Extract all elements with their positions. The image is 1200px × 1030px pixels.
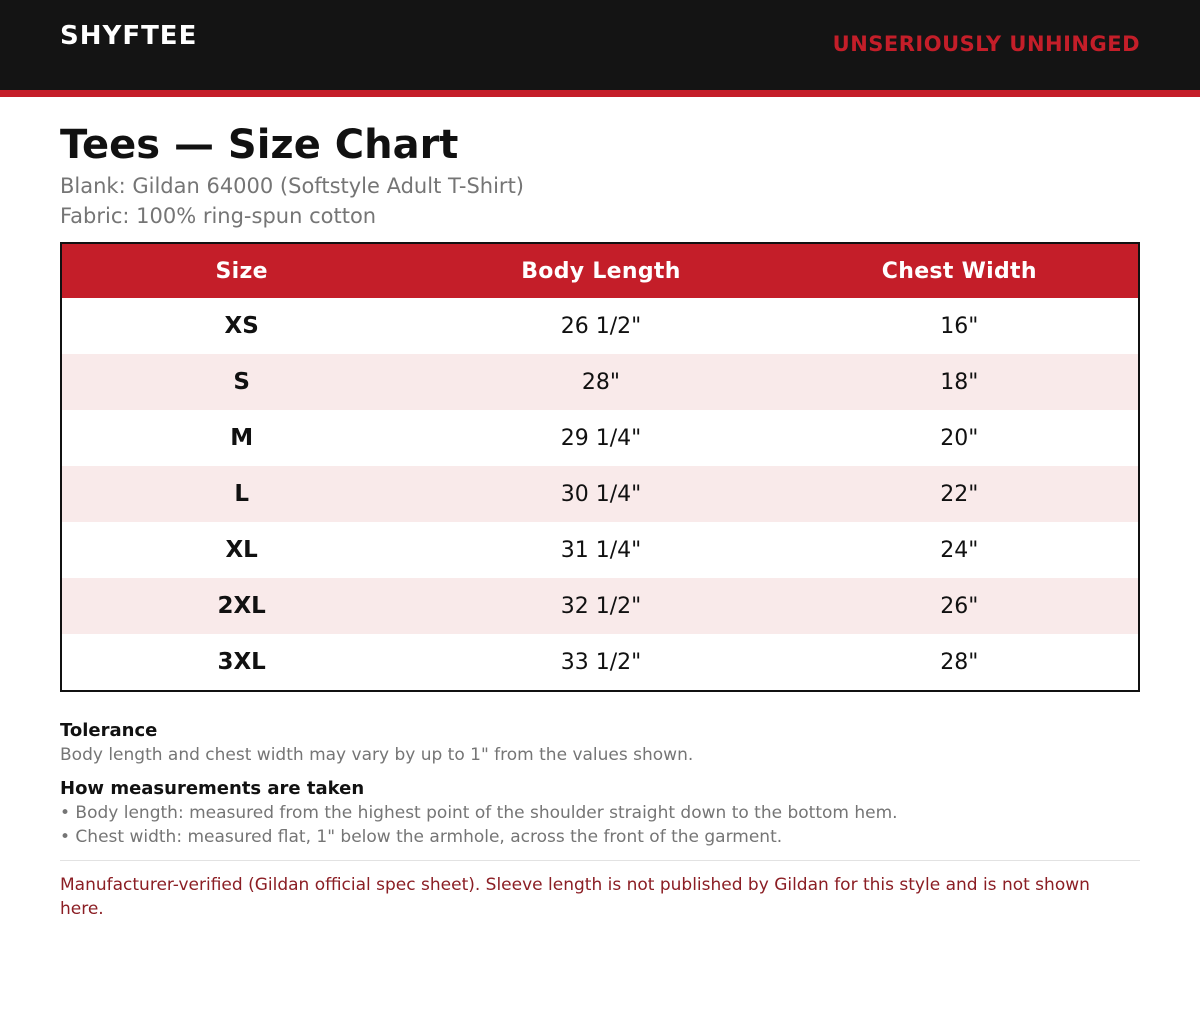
page-title: Tees — Size Chart [60, 122, 459, 168]
table-row [61, 578, 1139, 634]
tolerance-heading: Tolerance [60, 720, 158, 741]
body-length-cell: 30 1/4" [421, 466, 780, 522]
brand-logo[interactable]: SHYFTEE [60, 21, 198, 51]
column-header-size: Size [61, 243, 421, 298]
fabric-spec: Fabric: 100% ring-spun cotton [60, 204, 377, 228]
table-row [61, 410, 1139, 466]
chest-width-cell: 24" [940, 537, 979, 563]
body-length-cell: 26 1/2" [560, 313, 642, 339]
list-item: • Chest width: measured flat, 1" below the armhole, across the front of the garment. [60, 827, 783, 847]
measurement-method-section [60, 777, 1140, 849]
column-header-body-length: Body Length [421, 243, 780, 298]
size-chart-table [60, 242, 1140, 692]
table-row [61, 522, 1139, 578]
body-length-cell: 31 1/4" [560, 537, 642, 563]
chest-width-cell: 16" [940, 313, 979, 339]
size-cell: M [230, 425, 254, 451]
table-header-row [61, 243, 1139, 298]
body-length-cell: 33 1/2" [560, 649, 642, 675]
size-cell: XS [224, 313, 259, 339]
size-cell: XL [225, 537, 258, 563]
blank-spec: Blank: Gildan 64000 (Softstyle Adult T-Shirt) [60, 174, 524, 198]
list-item: • Body length: measured from the highest point of the shoulder straight down to the bottom hem. [60, 803, 898, 823]
size-cell: L [61, 466, 421, 522]
size-cell: 3XL [217, 649, 266, 675]
section-divider [60, 860, 1140, 861]
table-row [61, 354, 1139, 410]
manufacturer-footnote: Manufacturer-verified (Gildan official spec sheet). Sleeve length is not published by Gildan for this style and is not shown here. [60, 875, 1090, 919]
tolerance-section [60, 719, 1140, 767]
body-length-cell: 29 1/4" [560, 425, 642, 451]
table-row [61, 634, 1139, 691]
size-cell: 2XL [61, 578, 421, 634]
body-length-cell: 28" [421, 354, 780, 410]
table-row [61, 298, 1139, 354]
measurement-method-heading: How measurements are taken [60, 778, 365, 799]
chest-width-cell: 20" [940, 425, 979, 451]
column-header-chest-width: Chest Width [781, 243, 1139, 298]
body-length-cell: 32 1/2" [421, 578, 780, 634]
header-accent-stripe [0, 90, 1200, 97]
table-row [61, 466, 1139, 522]
tolerance-text: Body length and chest width may vary by up to 1" from the values shown. [60, 745, 694, 765]
site-header [0, 0, 1200, 90]
chest-width-cell: 28" [940, 649, 979, 675]
brand-tagline: UNSERIOUSLY UNHINGED [832, 32, 1140, 56]
chest-width-cell: 26" [781, 578, 1139, 634]
chest-width-cell: 22" [781, 466, 1139, 522]
chest-width-cell: 18" [781, 354, 1139, 410]
size-cell: S [61, 354, 421, 410]
